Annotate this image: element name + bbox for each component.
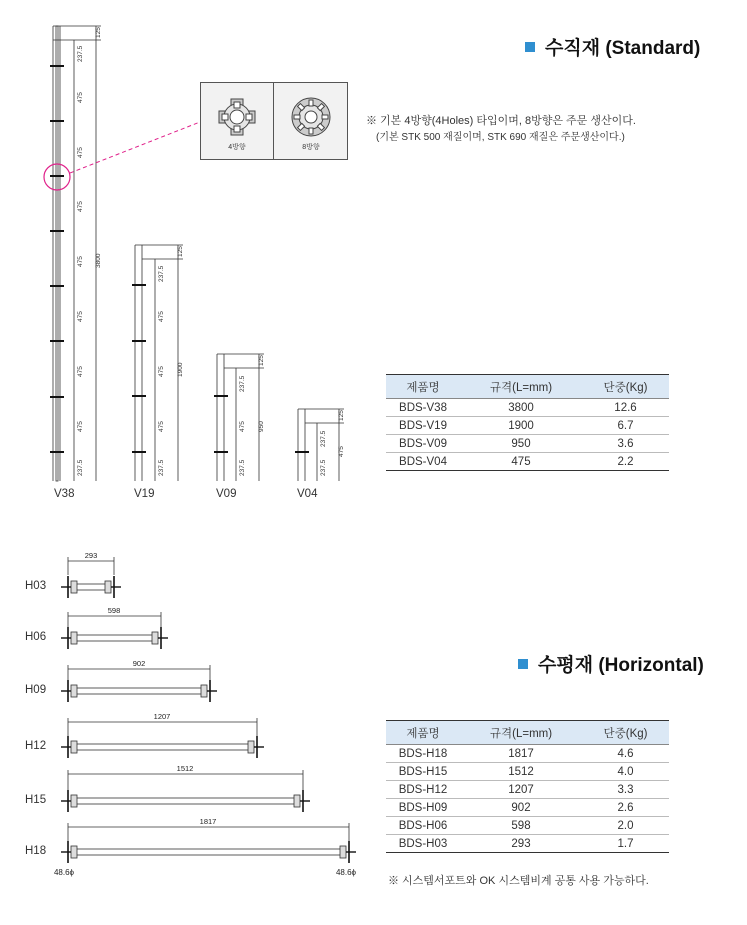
v09-dim-1: 237.5 [239,375,246,392]
table-row: BDS-V09 950 3.6 [386,435,669,453]
v38-dim-2: 475 [77,92,84,103]
v09-label: V09 [216,488,237,500]
h09-label: H09 [25,684,47,696]
h12-dim: 1207 [153,712,171,721]
pipe-dia-right: 48.6ϕ [335,868,357,877]
horizontal-note: ※ 시스템서포트와 OK 시스템비계 공통 사용 가능하다. [388,875,649,887]
h03-label: H03 [25,580,47,592]
v38-dim-9: 237.5 [77,459,84,476]
table-row: BDS-H12 1207 3.3 [386,781,669,799]
standard-spec-table [386,374,669,471]
rosette-8hole-icon [292,98,330,136]
rosette-4-label: 4방향 [228,144,246,151]
v19-dim-2: 475 [158,311,165,322]
rosette-4hole-icon [219,99,255,135]
table-row: BDS-H09 902 2.6 [386,799,669,817]
v38-dim-6: 475 [77,311,84,322]
col-product: 제품명 [386,375,460,399]
v04-dim-0: 125 [338,410,345,421]
square-bullet-icon [525,42,535,52]
h12-label: H12 [25,740,47,752]
v04-label: V04 [297,488,318,500]
square-bullet-icon [518,659,528,669]
h06-dim: 598 [107,606,121,615]
v38-dim-4: 475 [77,201,84,212]
v38-dim-0: 125 [95,27,102,38]
v38-label: V38 [54,488,75,500]
table-header-row [386,721,669,745]
v04-dim-total: 475 [338,446,345,457]
rosette-8-label: 8방향 [302,144,320,151]
vertical-standards-drawing [0,0,360,505]
table-row: BDS-V19 1900 6.7 [386,417,669,435]
v38-dim-1: 237.5 [77,45,84,62]
table-row: BDS-V38 3800 12.6 [386,399,669,417]
table-row: BDS-V04 475 2.2 [386,453,669,471]
col-spec: 규격(L=mm) [460,375,582,399]
v19-dim-5: 237.5 [158,459,165,476]
v38-dim-5: 475 [77,256,84,267]
h18-dim: 1817 [199,817,217,826]
v04-dim-2: 237.5 [320,459,327,476]
table-row: BDS-H18 1817 4.6 [386,745,669,763]
v09-dim-total: 950 [258,421,265,432]
standard-title: 수직재 (Standard) [525,33,700,60]
v19-dim-3: 475 [158,366,165,377]
table-row: BDS-H03 293 1.7 [386,835,669,853]
v19-dim-4: 475 [158,421,165,432]
rosette-icons [201,83,347,159]
col-weight: 단중(Kg) [582,721,669,745]
v09-dim-3: 237.5 [239,459,246,476]
pipe-dia-left: 48.6ϕ [53,868,75,877]
table-header-row [386,375,669,399]
h15-dim: 1512 [176,764,194,773]
v19-dim-total: 1900 [177,362,184,377]
table-row: BDS-H06 598 2.0 [386,817,669,835]
v19-label: V19 [134,488,155,500]
col-spec: 규격(L=mm) [460,721,582,745]
h03-dim: 293 [84,551,98,560]
v19-dim-0: 125 [177,246,184,257]
table-row: BDS-H15 1512 4.0 [386,763,669,781]
h15-label: H15 [25,794,47,806]
col-product: 제품명 [386,721,460,745]
h09-dim: 902 [132,659,146,668]
v38-dim-3: 475 [77,147,84,158]
v09-dim-0: 125 [258,355,265,366]
rosette-detail-box [200,82,348,160]
v09-dim-2: 475 [239,421,246,432]
h06-label: H06 [25,631,47,643]
col-weight: 단중(Kg) [582,375,669,399]
standard-note-sub: (기본 STK 500 재질이며, STK 690 재질은 주문생산이다.) [376,132,625,143]
h18-label: H18 [25,845,47,857]
horizontal-spec-table [386,720,669,853]
v38-dim-total: 3800 [95,253,102,268]
horizontal-ledgers-drawing [0,540,370,885]
v04-dim-1: 237.5 [320,430,327,447]
horizontal-title: 수평재 (Horizontal) [518,650,704,677]
v38-dim-7: 475 [77,366,84,377]
standard-note: ※ 기본 4방향(4Holes) 타입이며, 8방향은 주문 생산이다. [366,115,636,127]
v19-dim-1: 237.5 [158,265,165,282]
v38-dim-8: 475 [77,421,84,432]
